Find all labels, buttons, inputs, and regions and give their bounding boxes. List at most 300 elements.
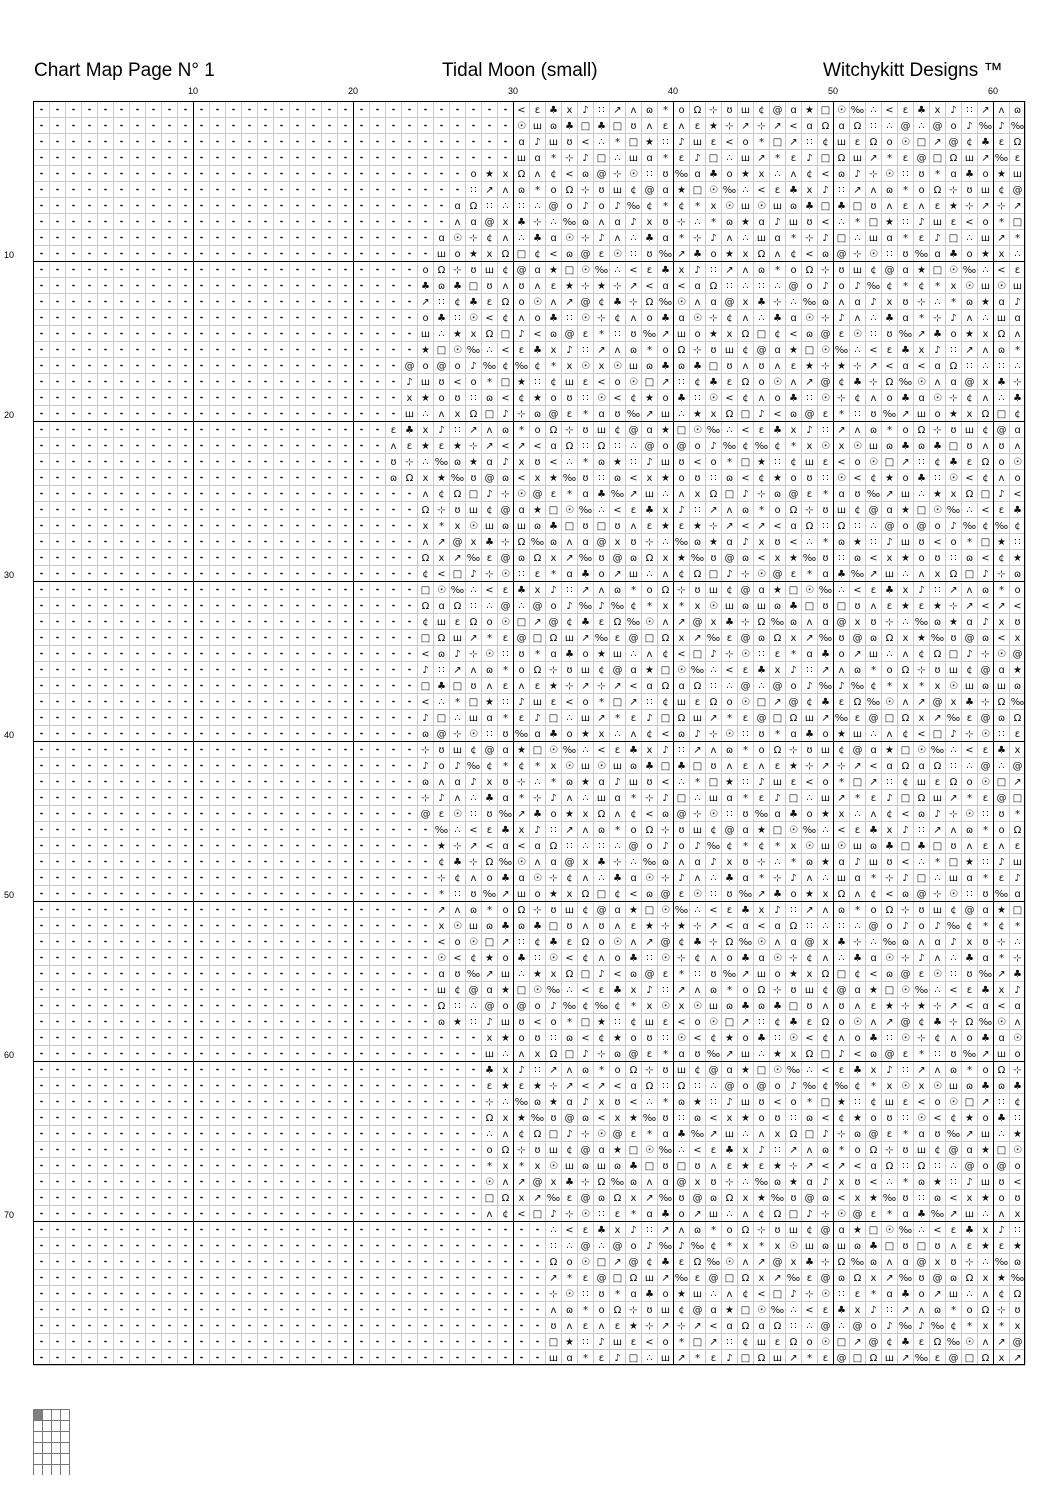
stitch-symbol: ʊ — [870, 617, 877, 628]
stitch-symbol: ‰ — [594, 633, 609, 644]
stitch-symbol: ♪ — [694, 265, 701, 276]
stitch-symbol: ☉ — [821, 441, 830, 452]
stitch-symbol: ʌ — [710, 1161, 717, 1172]
stitch-symbol: ∴ — [726, 1209, 733, 1220]
stitch-symbol: ☉ — [949, 681, 958, 692]
stitch-symbol: ↗ — [805, 633, 814, 644]
stitch-symbol: ɷ — [741, 505, 750, 516]
stitch-symbol: □ — [692, 649, 703, 660]
stitch-symbol: ☉ — [469, 937, 478, 948]
stitch-symbol: ш — [596, 793, 607, 804]
stitch-symbol: ʊ — [486, 281, 493, 292]
stitch-symbol: < — [501, 393, 510, 404]
stitch-symbol: ⊹ — [741, 617, 750, 628]
stitch-symbol: □ — [708, 777, 719, 788]
stitch-symbol: x — [790, 841, 797, 852]
stitch-symbol: ɷ — [789, 409, 798, 420]
stitch-symbol: @ — [548, 409, 559, 420]
stitch-symbol: @ — [740, 681, 751, 692]
stitch-symbol: ʊ — [1014, 1305, 1021, 1316]
stitch-symbol: ∷ — [934, 1049, 941, 1060]
stitch-symbol: Ω — [741, 1321, 750, 1332]
stitch-symbol: ‰ — [466, 345, 481, 356]
stitch-symbol: ♪ — [822, 185, 829, 196]
stitch-symbol: ‰ — [674, 1273, 689, 1284]
stitch-symbol: ɛ — [902, 1049, 909, 1060]
stitch-symbol: < — [997, 633, 1006, 644]
stitch-symbol: ш — [436, 249, 447, 260]
stitch-symbol: x — [486, 777, 493, 788]
stitch-symbol: * — [1015, 921, 1020, 932]
stitch-symbol: ʊ — [902, 1241, 909, 1252]
stitch-symbol: o — [662, 1337, 669, 1348]
stitch-symbol: ʌ — [502, 233, 509, 244]
stitch-symbol: * — [679, 601, 684, 612]
stitch-symbol: ɑ — [1014, 313, 1021, 324]
stitch-symbol: ★ — [741, 1065, 750, 1076]
stitch-symbol: ★ — [709, 121, 718, 132]
stitch-symbol: ∷ — [966, 361, 973, 372]
stitch-symbol: ♪ — [662, 793, 669, 804]
stitch-symbol: ∴ — [982, 1209, 989, 1220]
stitch-symbol: ‰ — [722, 185, 737, 196]
stitch-symbol: ∴ — [854, 921, 861, 932]
stitch-symbol: x — [934, 1257, 941, 1268]
stitch-symbol: ɷ — [469, 905, 478, 916]
stitch-symbol: < — [805, 777, 814, 788]
stitch-symbol: ↗ — [741, 1017, 750, 1028]
stitch-symbol: ʌ — [758, 393, 765, 404]
stitch-symbol: x — [502, 1113, 509, 1124]
stitch-symbol: Ω — [789, 921, 798, 932]
stitch-symbol: * — [663, 153, 668, 164]
stitch-symbol: ↗ — [581, 585, 590, 596]
stitch-symbol: ‰ — [898, 1225, 913, 1236]
stitch-symbol: ∷ — [582, 1289, 589, 1300]
stitch-symbol: ɷ — [453, 457, 462, 468]
stitch-symbol: ɛ — [982, 793, 989, 804]
stitch-symbol: ↗ — [949, 1001, 958, 1012]
stitch-symbol: ɛ — [870, 585, 877, 596]
stitch-symbol: Ω — [901, 665, 910, 676]
stitch-symbol: ʌ — [726, 505, 733, 516]
stitch-symbol: ↗ — [677, 1353, 686, 1364]
stitch-symbol: ш — [804, 985, 815, 996]
stitch-symbol: ☉ — [725, 729, 734, 740]
stitch-symbol: ∴ — [742, 233, 749, 244]
stitch-symbol: ∷ — [646, 169, 653, 180]
stitch-symbol: ɛ — [534, 105, 541, 116]
stitch-symbol: ⊹ — [885, 873, 894, 884]
stitch-symbol: ♪ — [502, 409, 509, 420]
stitch-symbol: @ — [820, 329, 831, 340]
stitch-symbol: ☉ — [885, 697, 894, 708]
stitch-symbol: @ — [628, 1257, 639, 1268]
stitch-symbol: ☉ — [613, 249, 622, 260]
stitch-symbol: ♣ — [885, 313, 894, 324]
stitch-symbol: x — [1014, 1209, 1021, 1220]
stitch-symbol: ɛ — [598, 1353, 605, 1364]
stitch-symbol: o — [790, 681, 797, 692]
stitch-symbol: ★ — [485, 953, 494, 964]
stitch-symbol: o — [470, 377, 477, 388]
stitch-symbol: < — [853, 473, 862, 484]
stitch-symbol: ♣ — [805, 729, 814, 740]
stitch-symbol: @ — [868, 713, 879, 724]
stitch-symbol: < — [501, 345, 510, 356]
stitch-symbol: Ω — [933, 185, 942, 196]
stitch-symbol: * — [839, 1145, 844, 1156]
stitch-symbol: ɛ — [614, 1321, 621, 1332]
stitch-symbol: Ω — [517, 537, 526, 548]
stitch-symbol: □ — [852, 777, 863, 788]
stitch-symbol: ɛ — [838, 329, 845, 340]
stitch-symbol: ¢ — [982, 425, 989, 436]
stitch-symbol: < — [517, 105, 526, 116]
stitch-symbol: o — [982, 169, 989, 180]
stitch-symbol: ш — [852, 841, 863, 852]
stitch-symbol: o — [502, 905, 509, 916]
stitch-symbol: ♣ — [741, 1001, 750, 1012]
stitch-symbol: ♣ — [661, 1209, 670, 1220]
stitch-symbol: Ω — [549, 841, 558, 852]
stitch-symbol: □ — [756, 1065, 767, 1076]
stitch-symbol: * — [967, 537, 972, 548]
stitch-symbol: < — [821, 169, 830, 180]
stitch-symbol: Ω — [789, 713, 798, 724]
stitch-symbol: ♣ — [645, 505, 654, 516]
stitch-symbol: ↗ — [517, 1177, 526, 1188]
stitch-symbol: ʌ — [678, 121, 685, 132]
stitch-symbol: ʊ — [598, 921, 605, 932]
stitch-symbol: ɛ — [854, 825, 861, 836]
stitch-symbol: ♣ — [677, 1129, 686, 1140]
stitch-symbol: ɷ — [837, 905, 846, 916]
stitch-symbol: ʊ — [742, 857, 749, 868]
stitch-symbol: ɛ — [726, 377, 733, 388]
stitch-symbol: ɷ — [757, 265, 766, 276]
stitch-symbol: ɑ — [822, 617, 829, 628]
stitch-symbol: ★ — [933, 601, 942, 612]
stitch-symbol: ‰ — [626, 201, 641, 212]
stitch-symbol: ʌ — [982, 1337, 989, 1348]
stitch-symbol: Ω — [469, 617, 478, 628]
stitch-symbol: ¢ — [710, 1033, 717, 1044]
stitch-symbol: ‰ — [962, 521, 977, 532]
stitch-symbol: Ω — [581, 937, 590, 948]
stitch-symbol: ‰ — [930, 1209, 945, 1220]
stitch-symbol: ɛ — [790, 777, 797, 788]
stitch-symbol: ɛ — [582, 377, 589, 388]
stitch-symbol: ↗ — [853, 1337, 862, 1348]
stitch-symbol: ∷ — [998, 361, 1005, 372]
stitch-symbol: ʌ — [454, 905, 461, 916]
stitch-symbol: ɑ — [1014, 425, 1021, 436]
stitch-symbol: x — [502, 1161, 509, 1172]
stitch-symbol: ш — [484, 265, 495, 276]
stitch-symbol: ∴ — [438, 697, 445, 708]
stitch-symbol: ☉ — [517, 489, 526, 500]
stitch-symbol: ¢ — [534, 361, 541, 372]
stitch-symbol: ☉ — [965, 281, 974, 292]
stitch-symbol: ¢ — [566, 873, 573, 884]
stitch-symbol: □ — [932, 729, 943, 740]
stitch-symbol: ∴ — [518, 601, 525, 612]
stitch-symbol: ∴ — [550, 217, 557, 228]
stitch-symbol: ♪ — [438, 425, 445, 436]
stitch-symbol: ♣ — [693, 937, 702, 948]
stitch-symbol: ɑ — [870, 745, 877, 756]
stitch-symbol: ¢ — [598, 297, 605, 308]
stitch-symbol: ↗ — [629, 489, 638, 500]
row-label: 30 — [4, 570, 15, 580]
stitch-symbol: ‰ — [994, 889, 1009, 900]
stitch-symbol: □ — [532, 745, 543, 756]
stitch-symbol: □ — [548, 1337, 559, 1348]
stitch-symbol: x — [1014, 1321, 1021, 1332]
stitch-symbol: Ω — [773, 745, 782, 756]
stitch-symbol: o — [662, 441, 669, 452]
stitch-symbol: ɛ — [790, 361, 797, 372]
stitch-symbol: ɷ — [1013, 681, 1022, 692]
stitch-symbol: @ — [932, 121, 943, 132]
stitch-symbol: ∷ — [774, 457, 781, 468]
stitch-symbol: ∷ — [678, 377, 685, 388]
stitch-symbol: ¢ — [854, 1081, 861, 1092]
stitch-symbol: Ω — [981, 1353, 990, 1364]
stitch-symbol: ɑ — [662, 281, 669, 292]
stitch-symbol: ʊ — [854, 489, 861, 500]
stitch-symbol: < — [725, 393, 734, 404]
stitch-symbol: * — [631, 585, 636, 596]
stitch-symbol: x — [998, 985, 1005, 996]
stitch-symbol: @ — [676, 441, 687, 452]
stitch-symbol: ɑ — [630, 873, 637, 884]
stitch-symbol: ♣ — [485, 1065, 494, 1076]
stitch-symbol: □ — [708, 153, 719, 164]
stitch-symbol: o — [950, 121, 957, 132]
stitch-symbol: ⊹ — [949, 185, 958, 196]
stitch-symbol: Ω — [421, 601, 430, 612]
stitch-symbol: ʌ — [982, 345, 989, 356]
stitch-symbol: ∴ — [486, 345, 493, 356]
stitch-symbol: ¢ — [614, 313, 621, 324]
stitch-symbol: ♪ — [678, 1241, 685, 1252]
stitch-symbol: < — [901, 857, 910, 868]
stitch-symbol: ♣ — [501, 873, 510, 884]
stitch-symbol: ∷ — [502, 697, 509, 708]
stitch-symbol: ★ — [789, 969, 798, 980]
stitch-symbol: □ — [884, 457, 895, 468]
stitch-symbol: ★ — [597, 649, 606, 660]
stitch-symbol: ☉ — [933, 969, 942, 980]
stitch-symbol: ★ — [853, 1225, 862, 1236]
stitch-symbol: ɷ — [741, 601, 750, 612]
stitch-symbol: ɛ — [726, 1161, 733, 1172]
stitch-symbol: o — [598, 569, 605, 580]
stitch-symbol: ♪ — [470, 361, 477, 372]
stitch-symbol: ★ — [997, 169, 1006, 180]
stitch-symbol: ↗ — [853, 185, 862, 196]
stitch-symbol: ∷ — [566, 313, 573, 324]
stitch-symbol: ↗ — [533, 617, 542, 628]
stitch-symbol: ʊ — [758, 1097, 765, 1108]
stitch-symbol: x — [950, 489, 957, 500]
stitch-symbol: Ω — [629, 1273, 638, 1284]
stitch-symbol: □ — [916, 1241, 927, 1252]
stitch-symbol: ☉ — [597, 393, 606, 404]
stitch-symbol: ⊹ — [677, 1321, 686, 1332]
stitch-symbol: ¢ — [662, 649, 669, 660]
stitch-symbol: ʌ — [710, 953, 717, 964]
stitch-symbol: ☉ — [965, 809, 974, 820]
stitch-symbol: * — [967, 793, 972, 804]
stitch-symbol: ♣ — [469, 297, 478, 308]
stitch-symbol: ɛ — [630, 1337, 637, 1348]
stitch-symbol: x — [646, 217, 653, 228]
stitch-symbol: ш — [884, 1097, 895, 1108]
stitch-symbol: @ — [916, 153, 927, 164]
stitch-symbol: ¢ — [854, 969, 861, 980]
stitch-symbol: ♪ — [902, 825, 909, 836]
stitch-symbol: x — [694, 489, 701, 500]
stitch-symbol: ɛ — [822, 1305, 829, 1316]
stitch-symbol: ʌ — [678, 1225, 685, 1236]
stitch-symbol: ɑ — [502, 793, 509, 804]
stitch-symbol: ★ — [725, 777, 734, 788]
stitch-symbol: ¢ — [502, 361, 509, 372]
stitch-symbol: Ω — [437, 633, 446, 644]
stitch-symbol: @ — [932, 697, 943, 708]
stitch-symbol: ∷ — [710, 681, 717, 692]
stitch-symbol: ♣ — [805, 1257, 814, 1268]
stitch-symbol: ɑ — [582, 489, 589, 500]
stitch-symbol: Ω — [757, 249, 766, 260]
stitch-symbol: ∴ — [774, 169, 781, 180]
stitch-symbol: ☉ — [757, 569, 766, 580]
stitch-symbol: ¢ — [534, 249, 541, 260]
stitch-symbol: ★ — [821, 809, 830, 820]
stitch-symbol: ↗ — [453, 553, 462, 564]
stitch-symbol: x — [470, 329, 477, 340]
stitch-symbol: ш — [836, 873, 847, 884]
stitch-symbol: ɛ — [598, 985, 605, 996]
stitch-symbol: ♪ — [934, 233, 941, 244]
stitch-symbol: ɷ — [757, 633, 766, 644]
stitch-symbol: * — [743, 841, 748, 852]
stitch-symbol: ш — [772, 1353, 783, 1364]
stitch-symbol: x — [934, 569, 941, 580]
stitch-symbol: ♪ — [582, 153, 589, 164]
stitch-symbol: ɷ — [805, 1113, 814, 1124]
stitch-symbol: ♪ — [662, 841, 669, 852]
stitch-symbol: ʊ — [518, 1017, 525, 1028]
stitch-symbol: @ — [884, 1049, 895, 1060]
stitch-symbol: □ — [788, 1001, 799, 1012]
stitch-symbol: < — [677, 1017, 686, 1028]
stitch-symbol: ★ — [789, 553, 798, 564]
stitch-symbol: ɑ — [534, 265, 541, 276]
stitch-symbol: o — [614, 1065, 621, 1076]
stitch-symbol: x — [598, 1097, 605, 1108]
column-label: 20 — [347, 86, 359, 96]
stitch-symbol: ⊹ — [821, 265, 830, 276]
stitch-symbol: ♪ — [742, 489, 749, 500]
stitch-symbol: o — [438, 393, 445, 404]
stitch-symbol: Ω — [645, 825, 654, 836]
stitch-symbol: ↗ — [917, 1065, 926, 1076]
stitch-symbol: @ — [772, 105, 783, 116]
stitch-symbol: ⊹ — [549, 665, 558, 676]
stitch-symbol: ⊹ — [469, 857, 478, 868]
stitch-symbol: ɷ — [565, 1305, 574, 1316]
stitch-symbol: x — [486, 1033, 493, 1044]
stitch-symbol: ☉ — [917, 745, 926, 756]
stitch-symbol: ↗ — [709, 713, 718, 724]
stitch-symbol: ш — [756, 969, 767, 980]
stitch-symbol: □ — [868, 1225, 879, 1236]
stitch-symbol: @ — [1012, 649, 1023, 660]
stitch-symbol: ★ — [997, 905, 1006, 916]
stitch-symbol: @ — [900, 121, 911, 132]
stitch-symbol: ʌ — [726, 761, 733, 772]
stitch-symbol: ↗ — [485, 969, 494, 980]
stitch-symbol: ★ — [677, 553, 686, 564]
stitch-symbol: x — [598, 729, 605, 740]
stitch-symbol: ∷ — [966, 105, 973, 116]
stitch-symbol: < — [853, 585, 862, 596]
stitch-symbol: ⊹ — [725, 121, 734, 132]
stitch-symbol: ʌ — [822, 1001, 829, 1012]
stitch-symbol: □ — [852, 1353, 863, 1364]
stitch-symbol: ɷ — [581, 1113, 590, 1124]
stitch-symbol: ш — [900, 489, 911, 500]
stitch-symbol: x — [950, 281, 957, 292]
stitch-symbol: ∴ — [806, 793, 813, 804]
column-label: 10 — [187, 86, 199, 96]
stitch-symbol: ш — [708, 1209, 719, 1220]
stitch-symbol: ☉ — [965, 1337, 974, 1348]
stitch-symbol: < — [709, 1113, 718, 1124]
stitch-symbol: ‰ — [610, 601, 625, 612]
stitch-symbol: ɷ — [725, 745, 734, 756]
stitch-symbol: ☉ — [1013, 457, 1022, 468]
stitch-symbol: ɛ — [534, 569, 541, 580]
stitch-symbol: ↗ — [981, 105, 990, 116]
stitch-symbol: @ — [868, 1337, 879, 1348]
stitch-symbol: ☉ — [757, 937, 766, 948]
stitch-symbol: ʌ — [598, 1321, 605, 1332]
stitch-symbol: < — [581, 1081, 590, 1092]
stitch-symbol: ♪ — [998, 121, 1005, 132]
stitch-symbol: ‰ — [802, 1081, 817, 1092]
stitch-symbol: □ — [772, 825, 783, 836]
stitch-symbol: ш — [676, 697, 687, 708]
stitch-symbol: ш — [628, 777, 639, 788]
stitch-symbol: @ — [612, 553, 623, 564]
stitch-symbol: o — [662, 345, 669, 356]
stitch-symbol: ♣ — [725, 1145, 734, 1156]
stitch-symbol: □ — [916, 873, 927, 884]
stitch-symbol: ☉ — [693, 313, 702, 324]
stitch-symbol: ш — [772, 201, 783, 212]
stitch-symbol: o — [486, 1145, 493, 1156]
stitch-symbol: ∷ — [742, 729, 749, 740]
stitch-symbol: ʌ — [550, 1305, 557, 1316]
stitch-symbol: □ — [676, 1161, 687, 1172]
stitch-symbol: ¢ — [774, 329, 781, 340]
stitch-symbol: ☉ — [837, 473, 846, 484]
